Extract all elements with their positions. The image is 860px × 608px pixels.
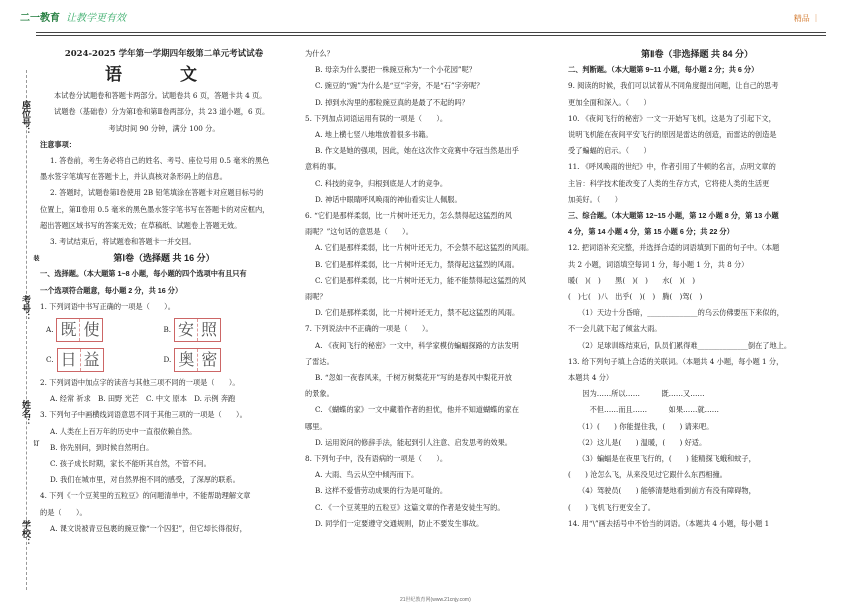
q13-item-1: （1）( ) 你能提住我，( ) 请来吧。: [578, 421, 714, 431]
notice-line: 2. 答题时，试题卷第Ⅰ卷使用 2B 铅笔填涂在答题卡对应题目标号的: [50, 188, 264, 198]
site-logo: [20, 9, 126, 24]
q6-option-a: A. 它们是那样柔弱，比一片树叶还无力，不会禁不起这猛烈的风雨。: [315, 243, 534, 253]
q13-item-3: （3）蝙蝠是在夜里飞行的，( ) 能精探飞蛾和蚊子，: [578, 454, 756, 464]
q8-option-a: A. 大雨、鸟云从空中倾泻而下。: [315, 470, 419, 480]
q5-option-d: D. 神话中眼睛呼风唤雨的神仙看实让人佩服。: [315, 194, 462, 204]
q6-option-b: B. 它们是那样柔弱，比一片树叶还无力，禁得起这猛烈的风雨。: [315, 259, 519, 269]
exam-title: 2024-2025 学年第一学期四年级第二单元考试试卷: [64, 49, 264, 59]
exam-number-label: 考号：: [20, 295, 30, 322]
q13-conjunctions-1: 因为……所以…… 既……又……: [568, 389, 705, 399]
q6-option-c-cont: 雨呢？: [305, 292, 327, 302]
q13-item-4-cont: ( ) 飞机飞行更安全了。: [568, 502, 655, 512]
q1-options-row: [46, 345, 288, 375]
q1-option-a: A. 既 使: [46, 318, 103, 342]
intro-line: 本试卷分试题卷和答题卡两部分。试题卷共 6 页，答题卡共 4 页。: [54, 91, 267, 101]
notice-line: 1. 答卷前，考生务必将自己的姓名、考号、座位号用 0.5 毫米的黑色: [50, 156, 270, 166]
q13-item-3-cont: ( ) 沧怎么飞，从来没见过它跟什么东西相撞。: [568, 470, 727, 480]
q7-option-b: B. “忽如一夜春风来，千树万树梨花开”写的是春风中梨花开放: [315, 373, 512, 383]
question-11-cont: 主旨：科学技术能改变了人类的生存方式，它将使人类的生活更: [568, 178, 770, 188]
header-rule-2: [36, 35, 826, 36]
q7-option-a-cont: 了雷达。: [305, 356, 334, 366]
q8-option-c: C. 《一个豆荚里的五粒豆》这篇文章的作者是安徒生写的。: [315, 502, 505, 512]
name-label: 姓名：: [20, 400, 30, 427]
q1-option-d: D. 奥 密: [164, 348, 222, 372]
notice-line: 3. 考试结束后，将试题卷和答题卡一并交回。: [50, 237, 196, 247]
page-footer: 21世纪教育网(www.21cnjy.com): [400, 597, 471, 603]
question-11-cont: 加美好。（ ）: [568, 194, 622, 204]
question-9-cont: 更加全面和深入。（ ）: [568, 97, 651, 107]
header-badge: 精品 ｜: [793, 14, 820, 23]
q12-words-row-2: ( )七( )八 出乎( )( ) 腾( )驾( ): [568, 292, 703, 302]
question-4-cont: 的是（ ）。: [40, 507, 87, 517]
logo-slogan: 让教学更有效: [66, 13, 126, 24]
section-heading: 一个选项符合题意，每小题 2 分，共 16 分）: [40, 285, 183, 295]
column-1: [40, 46, 288, 537]
q12-sentence-1: （1）天边十分昏暗，______________的乌云仿佛要压下来似的，: [578, 308, 784, 318]
section-heading: 一、选择题。（本大题第 1~8 小题，每小题的四个选项中有且只有: [40, 269, 247, 279]
q1-options-row: [46, 315, 288, 345]
q13-item-2: （2）这儿是( ) 温暖，( ) 好适。: [578, 437, 707, 447]
question-10-cont: 受了蝙蝠的启示。（ ）: [568, 146, 651, 156]
question-10: 10. 《夜间飞行的秘密》一文一开始写飞机，这是为了引起下文，: [568, 113, 776, 123]
q7-option-b-cont: 的景象。: [305, 389, 334, 399]
notice-line: 位置上，第Ⅱ卷用 0.5 毫米的黑色墨水签字笔书写在答题卡的对应框内，: [40, 204, 270, 214]
q4-option-c: C. 豌豆的“豌”为什么是“豆”字旁，不是“石”字旁呢？: [315, 81, 484, 91]
q5-option-c: C. 科技的竞争，归根到底是人才的竞争。: [315, 178, 448, 188]
q2-options: A. 经常 祈求 B. 田野 光芒 C. 中文 原本 D. 示例 奔跑: [50, 394, 236, 404]
q7-option-a: A. 《夜间飞行的秘密》一文中，科学家模仿蝙蝠探路的方法发明: [315, 340, 519, 350]
q5-option-a: A. 地上横七竖八地堆放着很多书籍。: [315, 130, 433, 140]
q3-option-c: C. 孩子成长时期，家长不能听其自然，不管不问。: [50, 459, 211, 469]
q3-option-b: B. 你先别问，到时候自然明白。: [50, 442, 154, 452]
binding-mark-1: 装: [32, 255, 39, 261]
q3-option-d: D. 我们在城市里，对自然界抱不同的感受，了深厚的联系。: [50, 475, 240, 485]
section-heading: 二、判断题。（本大题第 9~11 小题，每小题 2 分；共 6 分）: [568, 65, 759, 75]
part1-heading: 第Ⅰ卷（选择题 共 16 分）: [113, 253, 215, 264]
header-rule: [36, 32, 826, 33]
question-13: 13. 给下列句子填上合适的关联词。（本题共 4 小题，每小题 1 分，: [568, 356, 784, 366]
q6-option-c: C. 它们是那样柔弱，比一片树叶还无力，能不能禁得起这猛烈的风: [315, 275, 527, 285]
intro-line: 试题卷（基础卷）分为第Ⅰ卷和第Ⅱ卷两部分，共 23 道小题，6 页。: [54, 107, 270, 117]
intro-line: 考试时间 90 分钟，满分 100 分。: [108, 123, 220, 133]
subject-title: 语 文: [105, 65, 223, 86]
question-5: 5. 下列加点词语运用有误的一项是（ ）。: [305, 113, 448, 123]
question-8: 8. 下列句子中，没有语病的一项是（ ）。: [305, 454, 448, 464]
q4-option-a: A. 课文说被青豆包裹的豌豆像“一个囚犯”，但它却长得很好，: [50, 523, 247, 533]
column-2: [305, 46, 553, 532]
question-13-cont: 本题共 4 分）: [568, 373, 614, 383]
q12-sentence-2: （2）足球训练结束后，队员们累得难______________倒在了地上。: [578, 340, 792, 350]
column-3: [568, 46, 826, 532]
question-6: 6. “它们是那样柔弱，比一片树叶还无力，怎么禁得起这猛烈的风: [305, 211, 512, 221]
q13-conjunctions-2: 不但……而且…… 如果……就……: [568, 405, 719, 415]
q6-option-d: D. 它们是那样柔弱，比一片树叶还无力，禁不起这猛烈的风雨。: [315, 308, 520, 318]
school-label: 学校：: [20, 520, 30, 547]
question-14: 14. 用“\”画去括号中不恰当的词语。（本题共 4 小题，每小题 1: [568, 518, 770, 528]
question-11: 11. 《呼风唤雨的世纪》中，作者引用了牛顿的名言，点明文章的: [568, 162, 776, 172]
q8-option-d: D. 同学们一定要遵守交通规则，防止不要发生事故。: [315, 518, 484, 528]
question-2: 2. 下列词语中加点字的读音与其他三项不同的一项是（ ）。: [40, 378, 240, 388]
part2-heading: 第Ⅱ卷（非选择题 共 84 分）: [641, 49, 753, 59]
binding-mark-2: 订: [32, 440, 39, 446]
q7-option-c: C. 《蝴蝶的家》一文中藏着作者的担忧，他并不知道蝴蝶的家在: [315, 405, 519, 415]
binding-line: [26, 70, 27, 590]
q1-option-b: B. 安 照: [163, 318, 221, 342]
notice-line: 墨水签字笔填写在答题卡上，并认真核对条形码上的信息。: [40, 172, 227, 182]
question-9: 9. 阅读的时候，我们可以试着从不同角度提出问题，让自己的思考: [568, 81, 779, 91]
question-12: 12. 把词语补充完整，并选择合适的词语填到下面的句子中。（本题: [568, 243, 780, 253]
question-6-cont: 雨呢？”这句话的意思是（ ）。: [305, 227, 413, 237]
q4-option-b: B. 母亲为什么要把一株豌豆称为“一个小花园”呢？: [315, 65, 476, 75]
question-4: 4. 下列《一个豆荚里的五粒豆》的问题清单中，不能帮助理解文章: [40, 491, 251, 501]
q4-option-d: D. 掉到水沟里的那粒豌豆真的是最了不起的吗？: [315, 97, 469, 107]
question-10-cont: 说明飞机能在夜间平安飞行的原因是雷达的创造，而雷达的创造是: [568, 130, 777, 140]
section-heading: 三、综合题。（本大题第 12~15 小题，第 12 小题 8 分，第 13 小题: [568, 211, 779, 221]
notice-line: 超出答题区域书写的答案无效；在草稿纸、试题卷上答题无效。: [40, 220, 242, 230]
q4-option-a-cont: 为什么？: [305, 49, 334, 58]
q3-option-a: A. 人类在上百万年的历史中一直很依赖自然。: [50, 426, 197, 436]
q5-option-b: B. 作文是她的强项，因此，她在这次作文竞赛中夺冠当然是出乎: [315, 146, 519, 156]
question-7: 7. 下列说法中不正确的一项是（ ）。: [305, 324, 433, 334]
q1-option-c: C. 日 益: [46, 348, 104, 372]
q7-option-d: D. 运用说问的修辞手法，能起到引人注意、启发思考的效果。: [315, 437, 512, 447]
question-1: 1. 下列词语中书写正确的一项是（ ）。: [40, 301, 175, 311]
q5-option-b-cont: 意料的事。: [305, 162, 341, 172]
seat-label: 座位号：: [20, 100, 30, 136]
q13-item-4: （4）驾驶员( ) 能够清楚地看到前方有没有障碍物，: [578, 486, 756, 496]
logo-text: 二一教育: [20, 13, 60, 24]
section-heading: 4 分，第 14 小题 4 分，第 15 小题 6 分；共 22 分）: [568, 227, 734, 237]
q8-option-b: B. 这样不爱惜劳动成果的行为是可耻的。: [315, 486, 448, 496]
q12-sentence-1-cont: 不一会儿就下起了倾盆大雨。: [568, 324, 662, 334]
q7-option-c-cont: 哪里。: [305, 421, 327, 431]
question-12-cont: 共 2 小题，词语填空每词 1 分，每小题 1 分，共 8 分）: [568, 259, 749, 269]
question-3: 3. 下列句子中画横线词语意思不同于其他三项的一项是（ ）。: [40, 410, 247, 420]
q12-words-row-1: 暖( )( ) 黑( )( ) 水( )( ): [568, 275, 696, 285]
notice-heading: 注意事项：: [40, 139, 76, 149]
